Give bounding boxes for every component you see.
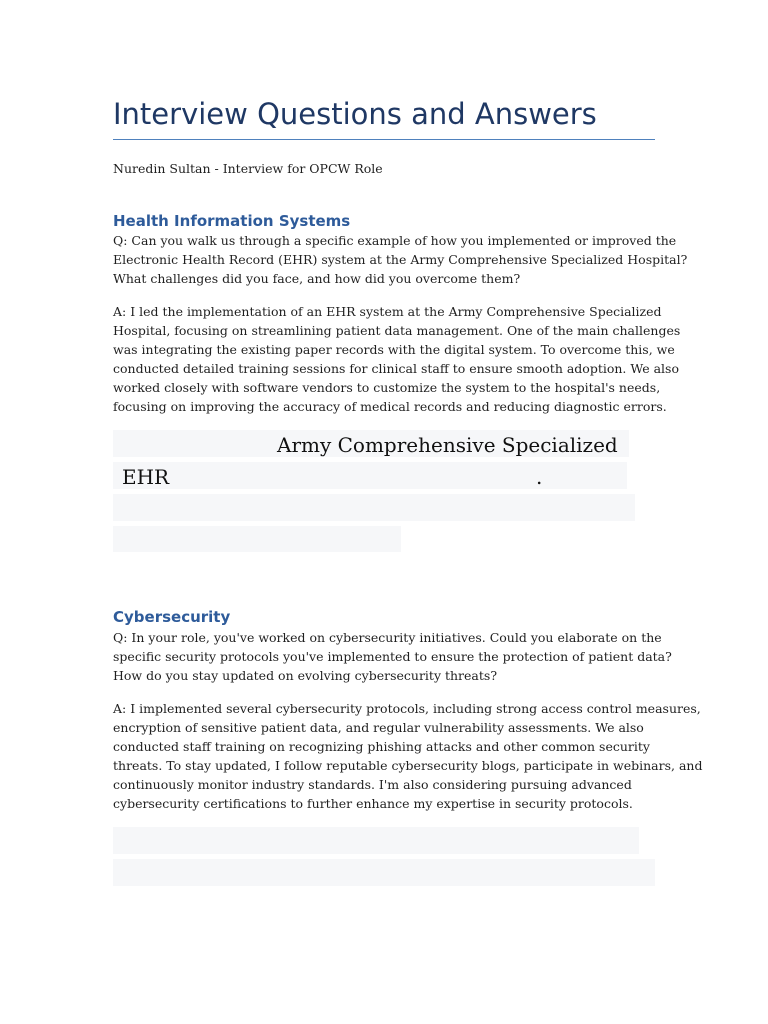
answer-line: A: I implemented several cybersecurity protocols, including strong access control measures, <box>113 701 701 716</box>
answer-line: Hospital, focusing on streamlining patient data management. One of the main challenges <box>113 323 681 338</box>
overlay-text-ehr: EHR <box>122 465 170 489</box>
section-heading-health-information-systems: Health Information Systems <box>113 212 351 230</box>
answer-line: continuously monitor industry standards. I'm also considering pursuing advanced <box>113 777 632 792</box>
title-underline <box>113 139 655 140</box>
answer-line: cybersecurity certifications to further enhance my expertise in security protocols. <box>113 796 633 811</box>
section-1-question <box>113 231 688 288</box>
placeholder-bar <box>113 859 655 886</box>
answer-line: encryption of sensitive patient data, and regular vulnerability assessments. We also <box>113 720 644 735</box>
answer-line: conducted staff training on recognizing phishing attacks and other common security <box>113 739 650 754</box>
section-heading-cybersecurity: Cybersecurity <box>113 608 231 626</box>
question-line: What challenges did you face, and how did you overcome them? <box>113 271 521 286</box>
question-line: Q: In your role, you've worked on cybersecurity initiatives. Could you elaborate on the <box>113 630 662 645</box>
placeholder-bar <box>113 827 639 854</box>
placeholder-bar <box>113 462 627 489</box>
answer-line: focusing on improving the accuracy of medical records and reducing diagnostic errors. <box>113 399 667 414</box>
question-line: specific security protocols you've implemented to ensure the protection of patient data? <box>113 649 672 664</box>
answer-line: A: I led the implementation of an EHR system at the Army Comprehensive Specialized <box>113 304 662 319</box>
question-line: Q: Can you walk us through a specific example of how you implemented or improved the <box>113 233 677 248</box>
answer-line: was integrating the existing paper records with the digital system. To overcome this, we <box>113 342 675 357</box>
answer-line: threats. To stay updated, I follow reputable cybersecurity blogs, participate in webinars, and <box>113 758 703 773</box>
section-2-question <box>113 628 672 685</box>
placeholder-bar <box>113 494 635 521</box>
document-subtitle: Nuredin Sultan - Interview for OPCW Role <box>113 161 383 176</box>
section-1-answer <box>113 302 681 416</box>
document-title: Interview Questions and Answers <box>113 97 597 131</box>
placeholder-bar <box>113 526 401 552</box>
section-2-answer <box>113 699 703 813</box>
answer-line: conducted detailed training sessions for clinical staff to ensure smooth adoption. We also <box>113 361 679 376</box>
overlay-text-hospital: Army Comprehensive Specialized <box>277 433 618 457</box>
overlay-text-period: . <box>536 465 543 489</box>
question-line: Electronic Health Record (EHR) system at the Army Comprehensive Specialized Hospital? <box>113 252 688 267</box>
answer-line: worked closely with software vendors to customize the system to the hospital's needs, <box>113 380 661 395</box>
question-line: How do you stay updated on evolving cybersecurity threats? <box>113 668 498 683</box>
